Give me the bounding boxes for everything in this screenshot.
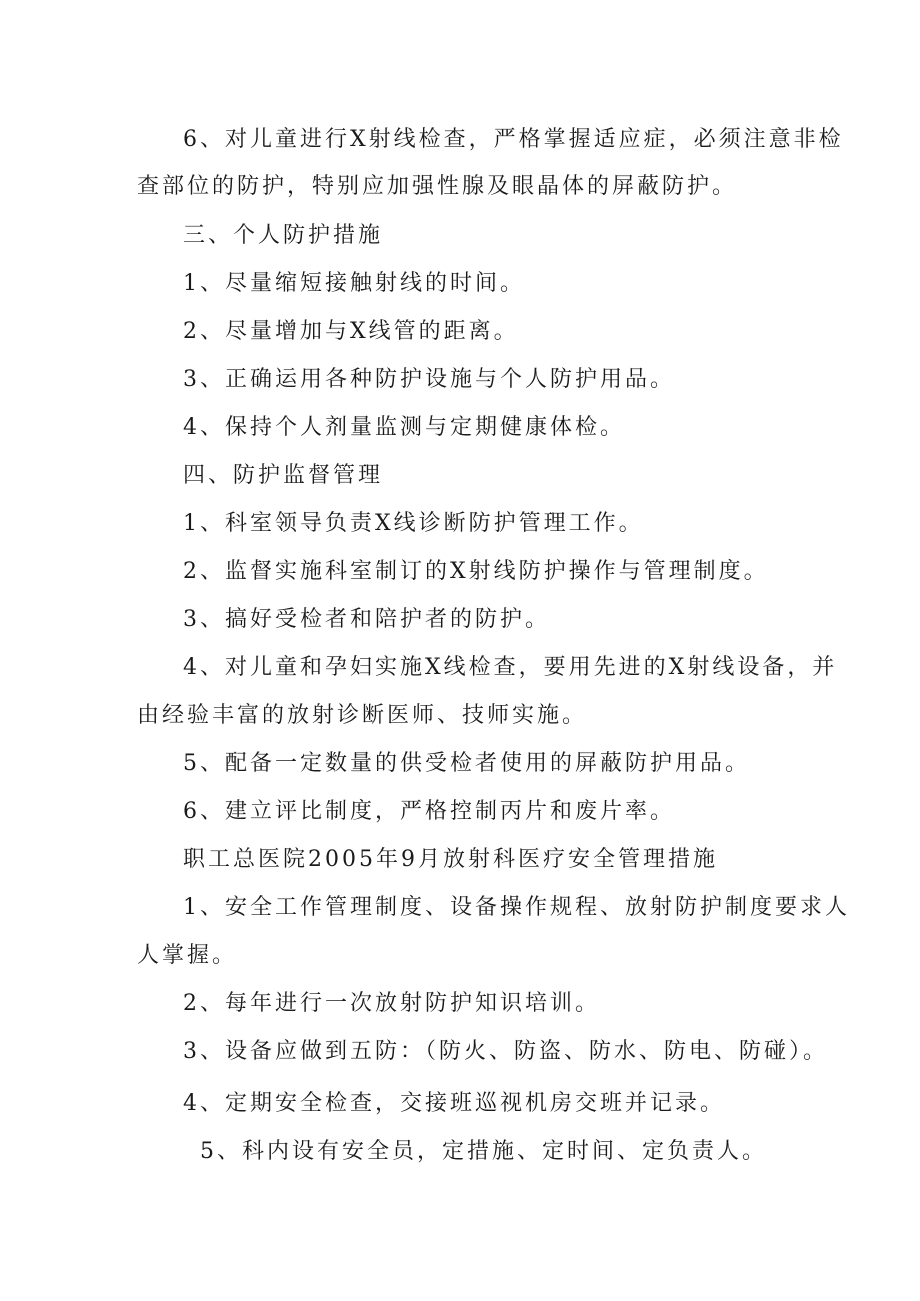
list-item: 3、设备应做到五防：（防火、防盗、防水、防电、防碰）。 bbox=[183, 1039, 828, 1064]
paragraph-line: 由经验丰富的放射诊断医师、技师实施。 bbox=[137, 703, 588, 728]
list-item: 2、每年进行一次放射防护知识培训。 bbox=[183, 991, 600, 1016]
list-item: 3、搞好受检者和陪护者的防护。 bbox=[183, 607, 550, 632]
list-item: 5、配备一定数量的供受检者使用的屏蔽防护用品。 bbox=[183, 751, 750, 776]
list-item: 6、建立评比制度，严格控制丙片和废片率。 bbox=[183, 799, 675, 824]
list-item: 1、安全工作管理制度、设备操作规程、放射防护制度要求人 bbox=[183, 895, 850, 920]
list-item: 5、科内设有安全员，定措施、定时间、定负责人。 bbox=[200, 1139, 767, 1164]
paragraph-line: 人掌握。 bbox=[137, 943, 238, 968]
paragraph-line: 6、对儿童进行X射线检查，严格掌握适应症，必须注意非检 bbox=[183, 127, 844, 152]
list-item: 4、保持个人剂量监测与定期健康体检。 bbox=[183, 415, 625, 440]
section-heading: 四、防护监督管理 bbox=[183, 463, 384, 488]
list-item: 3、正确运用各种防护设施与个人防护用品。 bbox=[183, 367, 675, 392]
section-heading: 职工总医院2005年9月放射科医疗安全管理措施 bbox=[183, 847, 718, 872]
list-item: 4、定期安全检查，交接班巡视机房交班并记录。 bbox=[183, 1091, 725, 1116]
list-item: 4、对儿童和孕妇实施X线检查，要用先进的X射线设备，并 bbox=[183, 655, 838, 680]
section-heading: 三、个人防护措施 bbox=[183, 223, 384, 248]
list-item: 1、尽量缩短接触射线的时间。 bbox=[183, 271, 525, 296]
list-item: 1、科室领导负责X线诊断防护管理工作。 bbox=[183, 511, 644, 536]
paragraph-line: 查部位的防护，特别应加强性腺及眼晶体的屏蔽防护。 bbox=[137, 174, 738, 199]
list-item: 2、监督实施科室制订的X射线防护操作与管理制度。 bbox=[183, 559, 769, 584]
list-item: 2、尽量增加与X线管的距离。 bbox=[183, 319, 519, 344]
